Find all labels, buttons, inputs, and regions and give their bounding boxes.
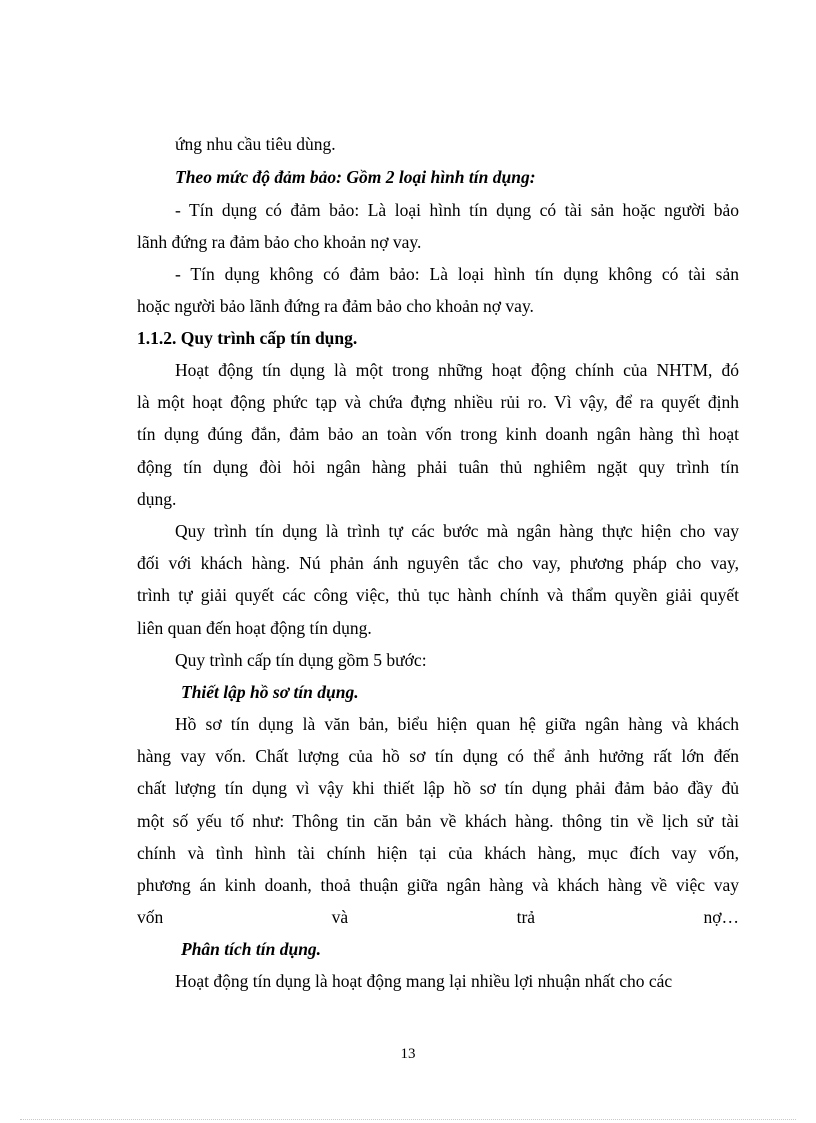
body-text-line: phương án kinh doanh, thoả thuận giữa ngân hàng và khách hàng về việc vay bbox=[137, 875, 739, 895]
body-text-line: vốn và trả nợ… bbox=[137, 907, 739, 927]
body-text-line: ứng nhu cầu tiêu dùng. bbox=[175, 134, 336, 154]
section-subheading: Theo mức độ đảm bảo: Gồm 2 loại hình tín dụng: bbox=[175, 167, 536, 187]
body-text-line: - Tín dụng không có đảm bảo: Là loại hình tín dụng không có tài sản bbox=[175, 264, 739, 284]
body-text-line: Hoạt động tín dụng là một trong những hoạt động chính của NHTM, đó bbox=[175, 360, 739, 380]
page-bottom-divider bbox=[20, 1119, 796, 1120]
body-text-line: liên quan đến hoạt động tín dụng. bbox=[137, 618, 372, 638]
body-text-line: lãnh đứng ra đảm bảo cho khoản nợ vay. bbox=[137, 232, 422, 252]
body-text-line: là một hoạt động phức tạp và chứa đựng nhiều rủi ro. Vì vậy, để ra quyết định bbox=[137, 392, 739, 412]
body-text-line: dụng. bbox=[137, 489, 177, 509]
body-text-line: - Tín dụng có đảm bảo: Là loại hình tín dụng có tài sản hoặc người bảo bbox=[175, 200, 739, 220]
body-text-line: chính và tình hình tài chính hiện tại của khách hàng, mục đích vay vốn, bbox=[137, 843, 739, 863]
body-text-line: hoặc người bảo lãnh đứng ra đảm bảo cho khoản nợ vay. bbox=[137, 296, 534, 316]
body-text-line: một số yếu tố như: Thông tin căn bản về khách hàng. thông tin về lịch sử tài bbox=[137, 811, 739, 831]
body-text-line: hàng vay vốn. Chất lượng của hồ sơ tín dụng có thể ảnh hưởng rất lớn đến bbox=[137, 746, 739, 766]
step-heading: Phân tích tín dụng. bbox=[181, 939, 322, 959]
step-heading: Thiết lập hồ sơ tín dụng. bbox=[181, 682, 359, 702]
body-text-line: Hồ sơ tín dụng là văn bản, biểu hiện quan hệ giữa ngân hàng và khách bbox=[175, 714, 739, 734]
body-text-line: Hoạt động tín dụng là hoạt động mang lại nhiều lợi nhuận nhất cho các bbox=[175, 971, 673, 991]
body-text-line: chất lượng tín dụng vì vậy khi thiết lập hồ sơ tín dụng phải đảm bảo đầy đủ bbox=[137, 778, 739, 798]
body-text-line: đối với khách hàng. Nú phản ánh nguyên tắc cho vay, phương pháp cho vay, bbox=[137, 553, 739, 573]
body-text-line: Quy trình tín dụng là trình tự các bước mà ngân hàng thực hiện cho vay bbox=[175, 521, 739, 541]
section-heading: 1.1.2. Quy trình cấp tín dụng. bbox=[137, 328, 358, 348]
body-text-line: trình tự giải quyết các công việc, thủ tục hành chính và thẩm quyền giải quyết bbox=[137, 585, 739, 605]
body-text-line: tín dụng đúng đắn, đảm bảo an toàn vốn trong kinh doanh ngân hàng thì hoạt bbox=[137, 424, 739, 444]
body-text-line: Quy trình cấp tín dụng gồm 5 bước: bbox=[175, 650, 427, 670]
page-number: 13 bbox=[400, 1046, 416, 1062]
body-text-line: động tín dụng đòi hỏi ngân hàng phải tuân thủ nghiêm ngặt quy trình tín bbox=[137, 457, 739, 477]
